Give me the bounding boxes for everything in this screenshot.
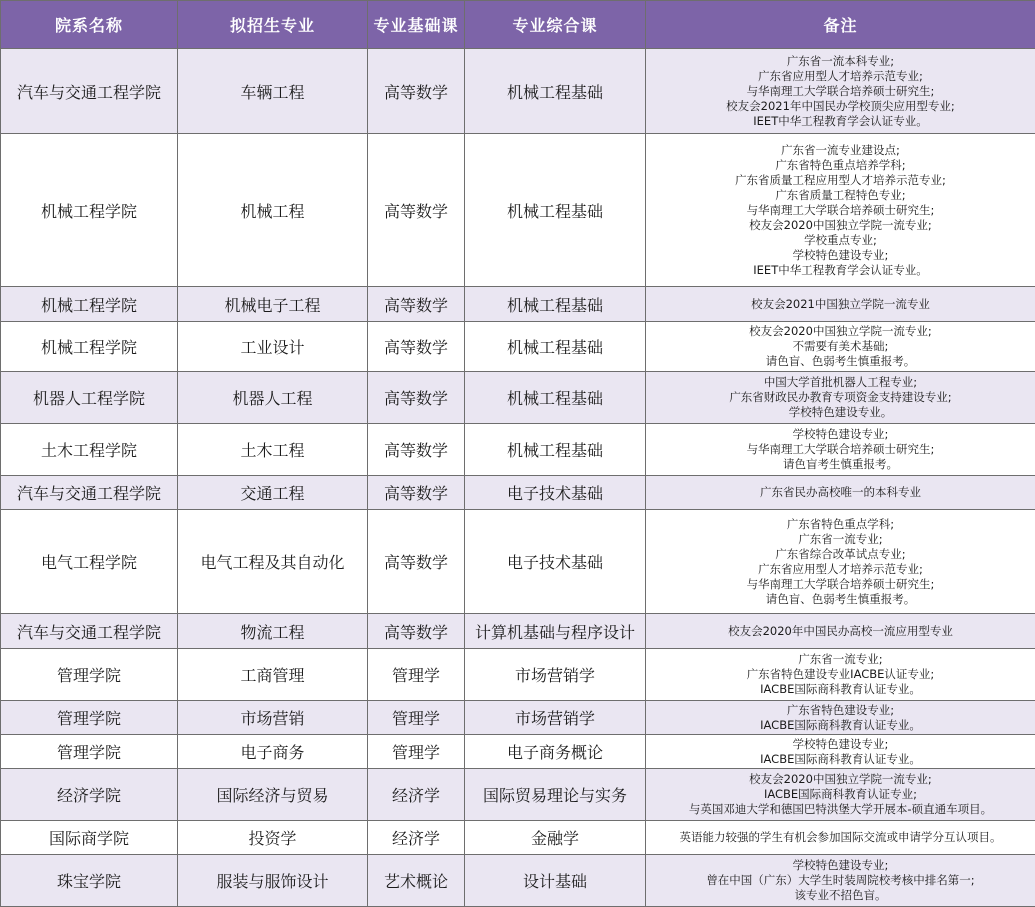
- header-comprehensive-course: 专业综合课: [465, 1, 646, 49]
- note-line: 校友会2020中国独立学院一流专业;: [649, 218, 1032, 233]
- notes-cell: [646, 769, 1035, 821]
- notes-cell: [646, 476, 1035, 510]
- college-cell: 经济学院: [1, 769, 178, 821]
- comprehensive-course-cell: 计算机基础与程序设计: [465, 614, 646, 649]
- note-line: 学校重点专业;: [649, 233, 1032, 248]
- major-cell: 车辆工程: [178, 49, 368, 134]
- basic-course-cell: 高等数学: [368, 476, 465, 510]
- note-line: 中国大学首批机器人工程专业;: [649, 375, 1032, 390]
- note-line: 广东省一流本科专业;: [649, 54, 1032, 69]
- note-line: 校友会2021中国独立学院一流专业: [649, 297, 1032, 312]
- table-row: [1, 424, 1035, 476]
- note-line: 广东省特色建设专业;: [649, 703, 1032, 718]
- notes-cell: [646, 510, 1035, 614]
- note-line: 广东省民办高校唯一的本科专业: [649, 485, 1032, 500]
- comprehensive-course-cell: 电子技术基础: [465, 476, 646, 510]
- notes-cell: [646, 424, 1035, 476]
- comprehensive-course-cell: 机械工程基础: [465, 49, 646, 134]
- notes-cell: [646, 614, 1035, 649]
- note-line: IACBE国际商科教育认证专业。: [649, 682, 1032, 697]
- note-line: IACBE国际商科教育认证专业;: [649, 787, 1032, 802]
- note-line: 广东省一流专业;: [649, 652, 1032, 667]
- notes-cell: [646, 287, 1035, 322]
- table-row: [1, 322, 1035, 372]
- note-line: 学校特色建设专业;: [649, 248, 1032, 263]
- basic-course-cell: 经济学: [368, 821, 465, 855]
- note-line: 广东省一流专业;: [649, 532, 1032, 547]
- note-line: 英语能力较强的学生有机会参加国际交流或申请学分互认项目。: [649, 830, 1032, 845]
- notes-cell: [646, 735, 1035, 769]
- note-line: 与华南理工大学联合培养硕士研究生;: [649, 203, 1032, 218]
- note-line: 广东省质量工程应用型人才培养示范专业;: [649, 173, 1032, 188]
- note-line: 请色盲、色弱考生慎重报考。: [649, 354, 1032, 369]
- header-college: 院系名称: [1, 1, 178, 49]
- college-cell: 机械工程学院: [1, 134, 178, 287]
- major-cell: 机器人工程: [178, 372, 368, 424]
- major-cell: 国际经济与贸易: [178, 769, 368, 821]
- comprehensive-course-cell: 电子商务概论: [465, 735, 646, 769]
- note-line: IACBE国际商科教育认证专业。: [649, 752, 1032, 767]
- note-line: 广东省应用型人才培养示范专业;: [649, 562, 1032, 577]
- major-cell: 机械工程: [178, 134, 368, 287]
- comprehensive-course-cell: 金融学: [465, 821, 646, 855]
- basic-course-cell: 高等数学: [368, 322, 465, 372]
- note-line: 校友会2021年中国民办学校顶尖应用型专业;: [649, 99, 1032, 114]
- college-cell: 电气工程学院: [1, 510, 178, 614]
- table-row: [1, 510, 1035, 614]
- notes-cell: [646, 49, 1035, 134]
- major-cell: 交通工程: [178, 476, 368, 510]
- college-cell: 机械工程学院: [1, 322, 178, 372]
- comprehensive-course-cell: 市场营销学: [465, 701, 646, 735]
- basic-course-cell: 经济学: [368, 769, 465, 821]
- notes-cell: [646, 821, 1035, 855]
- college-cell: 国际商学院: [1, 821, 178, 855]
- major-cell: 工业设计: [178, 322, 368, 372]
- table-row: [1, 821, 1035, 855]
- comprehensive-course-cell: 机械工程基础: [465, 424, 646, 476]
- basic-course-cell: 艺术概论: [368, 855, 465, 907]
- table-row: [1, 287, 1035, 322]
- major-cell: 物流工程: [178, 614, 368, 649]
- notes-cell: [646, 701, 1035, 735]
- note-line: 与英国邓迪大学和德国巴特洪堡大学开展本-硕直通车项目。: [649, 802, 1032, 817]
- header-notes: 备注: [646, 1, 1035, 49]
- basic-course-cell: 高等数学: [368, 134, 465, 287]
- note-line: 学校特色建设专业。: [649, 405, 1032, 420]
- note-line: 广东省特色建设专业IACBE认证专业;: [649, 667, 1032, 682]
- major-cell: 电气工程及其自动化: [178, 510, 368, 614]
- notes-cell: [646, 372, 1035, 424]
- note-line: 与华南理工大学联合培养硕士研究生;: [649, 442, 1032, 457]
- basic-course-cell: 高等数学: [368, 287, 465, 322]
- basic-course-cell: 高等数学: [368, 614, 465, 649]
- notes-cell: [646, 134, 1035, 287]
- table-body: [1, 49, 1035, 907]
- major-cell: 机械电子工程: [178, 287, 368, 322]
- notes-cell: [646, 649, 1035, 701]
- notes-cell: [646, 855, 1035, 907]
- note-line: 校友会2020年中国民办高校一流应用型专业: [649, 624, 1032, 639]
- major-cell: 工商管理: [178, 649, 368, 701]
- note-line: 校友会2020中国独立学院一流专业;: [649, 772, 1032, 787]
- note-line: 学校特色建设专业;: [649, 427, 1032, 442]
- note-line: 广东省质量工程特色专业;: [649, 188, 1032, 203]
- comprehensive-course-cell: 机械工程基础: [465, 372, 646, 424]
- college-cell: 机器人工程学院: [1, 372, 178, 424]
- major-cell: 土木工程: [178, 424, 368, 476]
- comprehensive-course-cell: 机械工程基础: [465, 134, 646, 287]
- note-line: 广东省一流专业建设点;: [649, 143, 1032, 158]
- note-line: 与华南理工大学联合培养硕士研究生;: [649, 84, 1032, 99]
- table-row: [1, 649, 1035, 701]
- table-row: [1, 372, 1035, 424]
- table-row: [1, 476, 1035, 510]
- note-line: 学校特色建设专业;: [649, 737, 1032, 752]
- college-cell: 汽车与交通工程学院: [1, 614, 178, 649]
- note-line: 不需要有美术基础;: [649, 339, 1032, 354]
- college-cell: 管理学院: [1, 735, 178, 769]
- comprehensive-course-cell: 设计基础: [465, 855, 646, 907]
- college-cell: 汽车与交通工程学院: [1, 476, 178, 510]
- note-line: 该专业不招色盲。: [649, 888, 1032, 903]
- note-line: 与华南理工大学联合培养硕士研究生;: [649, 577, 1032, 592]
- table-row: [1, 49, 1035, 134]
- note-line: 广东省综合改革试点专业;: [649, 547, 1032, 562]
- college-cell: 珠宝学院: [1, 855, 178, 907]
- comprehensive-course-cell: 国际贸易理论与实务: [465, 769, 646, 821]
- major-cell: 服装与服饰设计: [178, 855, 368, 907]
- college-cell: 管理学院: [1, 701, 178, 735]
- major-cell: 电子商务: [178, 735, 368, 769]
- header-row: [1, 1, 1035, 49]
- note-line: 曾在中国（广东）大学生时装周院校考核中排名第一;: [649, 873, 1032, 888]
- basic-course-cell: 高等数学: [368, 424, 465, 476]
- table-row: [1, 769, 1035, 821]
- major-cell: 市场营销: [178, 701, 368, 735]
- college-cell: 机械工程学院: [1, 287, 178, 322]
- note-line: 广东省特色重点培养学科;: [649, 158, 1032, 173]
- college-cell: 管理学院: [1, 649, 178, 701]
- comprehensive-course-cell: 电子技术基础: [465, 510, 646, 614]
- header-major: 拟招生专业: [178, 1, 368, 49]
- basic-course-cell: 高等数学: [368, 372, 465, 424]
- note-line: 请色盲考生慎重报考。: [649, 457, 1032, 472]
- comprehensive-course-cell: 机械工程基础: [465, 322, 646, 372]
- college-cell: 汽车与交通工程学院: [1, 49, 178, 134]
- basic-course-cell: 管理学: [368, 735, 465, 769]
- basic-course-cell: 高等数学: [368, 510, 465, 614]
- note-line: IEET中华工程教育学会认证专业。: [649, 114, 1032, 129]
- basic-course-cell: 管理学: [368, 701, 465, 735]
- table-row: [1, 735, 1035, 769]
- table-row: [1, 855, 1035, 907]
- note-line: IACBE国际商科教育认证专业。: [649, 718, 1032, 733]
- basic-course-cell: 高等数学: [368, 49, 465, 134]
- note-line: 校友会2020中国独立学院一流专业;: [649, 324, 1032, 339]
- note-line: IEET中华工程教育学会认证专业。: [649, 263, 1032, 278]
- table-row: [1, 134, 1035, 287]
- note-line: 请色盲、色弱考生慎重报考。: [649, 592, 1032, 607]
- table-row: [1, 614, 1035, 649]
- table-row: [1, 701, 1035, 735]
- note-line: 广东省应用型人才培养示范专业;: [649, 69, 1032, 84]
- note-line: 广东省财政民办教育专项资金支持建设专业;: [649, 390, 1032, 405]
- notes-cell: [646, 322, 1035, 372]
- note-line: 学校特色建设专业;: [649, 858, 1032, 873]
- basic-course-cell: 管理学: [368, 649, 465, 701]
- note-line: 广东省特色重点学科;: [649, 517, 1032, 532]
- header-basic-course: 专业基础课: [368, 1, 465, 49]
- comprehensive-course-cell: 市场营销学: [465, 649, 646, 701]
- comprehensive-course-cell: 机械工程基础: [465, 287, 646, 322]
- major-cell: 投资学: [178, 821, 368, 855]
- college-cell: 土木工程学院: [1, 424, 178, 476]
